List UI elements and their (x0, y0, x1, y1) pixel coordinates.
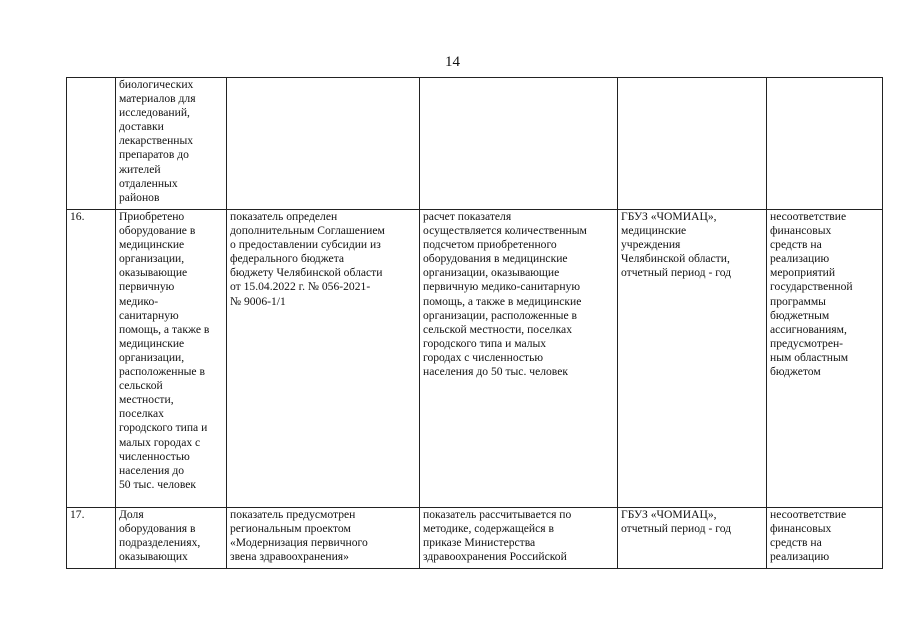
risk-cell: несоответствие финансовых средств на реализацию (767, 508, 883, 569)
indicator-name-cell: Приобретено оборудование в медицинские организации, оказывающие первичную медико- санитарную помощь, а также в медицинские организации, расположенные в сельской местности, поселках городского типа и малых городах с численностью населения до 50 тыс. человек (116, 210, 227, 508)
table-row (67, 210, 883, 508)
risk-cell (767, 78, 883, 210)
indicator-definition-cell: показатель предусмотрен региональным проектом «Модернизация первичного звена здравоохранения» (227, 508, 420, 569)
row-number-cell: 17. (67, 508, 116, 569)
indicator-name-cell: биологических материалов для исследований, доставки лекарственных препаратов до жителей отдаленных районов (116, 78, 227, 210)
row-number-cell: 16. (67, 210, 116, 508)
data-source-cell (618, 78, 767, 210)
data-source-cell: ГБУЗ «ЧОМИАЦ», медицинские учреждения Челябинской области, отчетный период - год (618, 210, 767, 508)
indicator-definition-cell (227, 78, 420, 210)
calculation-method-cell: показатель рассчитывается по методике, содержащейся в приказе Министерства здравоохранения Российской (420, 508, 618, 569)
data-source-cell: ГБУЗ «ЧОМИАЦ», отчетный период - год (618, 508, 767, 569)
row-number-cell (67, 78, 116, 210)
indicators-table (66, 77, 883, 569)
indicator-definition-cell: показатель определен дополнительным Соглашением о предоставлении субсидии из федерального бюджета бюджету Челябинской области от 15.04.2022 г. № 056-2021- № 9006-1/1 (227, 210, 420, 508)
page-number: 14 (445, 54, 460, 70)
table-row (67, 508, 883, 569)
indicator-name-cell: Доля оборудования в подразделениях, оказывающих (116, 508, 227, 569)
risk-cell: несоответствие финансовых средств на реализацию мероприятий государственной программы бюджетным ассигнованиям, предусмотрен- ным областным бюджетом (767, 210, 883, 508)
calculation-method-cell: расчет показателя осуществляется количественным подсчетом приобретенного оборудования в медицинские организации, оказывающие первичную медико-санитарную помощь, а также в медицинские организации, расположенные в сельской местности, поселках городского типа и малых городах с численностью населения до 50 тыс. человек (420, 210, 618, 508)
calculation-method-cell (420, 78, 618, 210)
table-row (67, 78, 883, 210)
